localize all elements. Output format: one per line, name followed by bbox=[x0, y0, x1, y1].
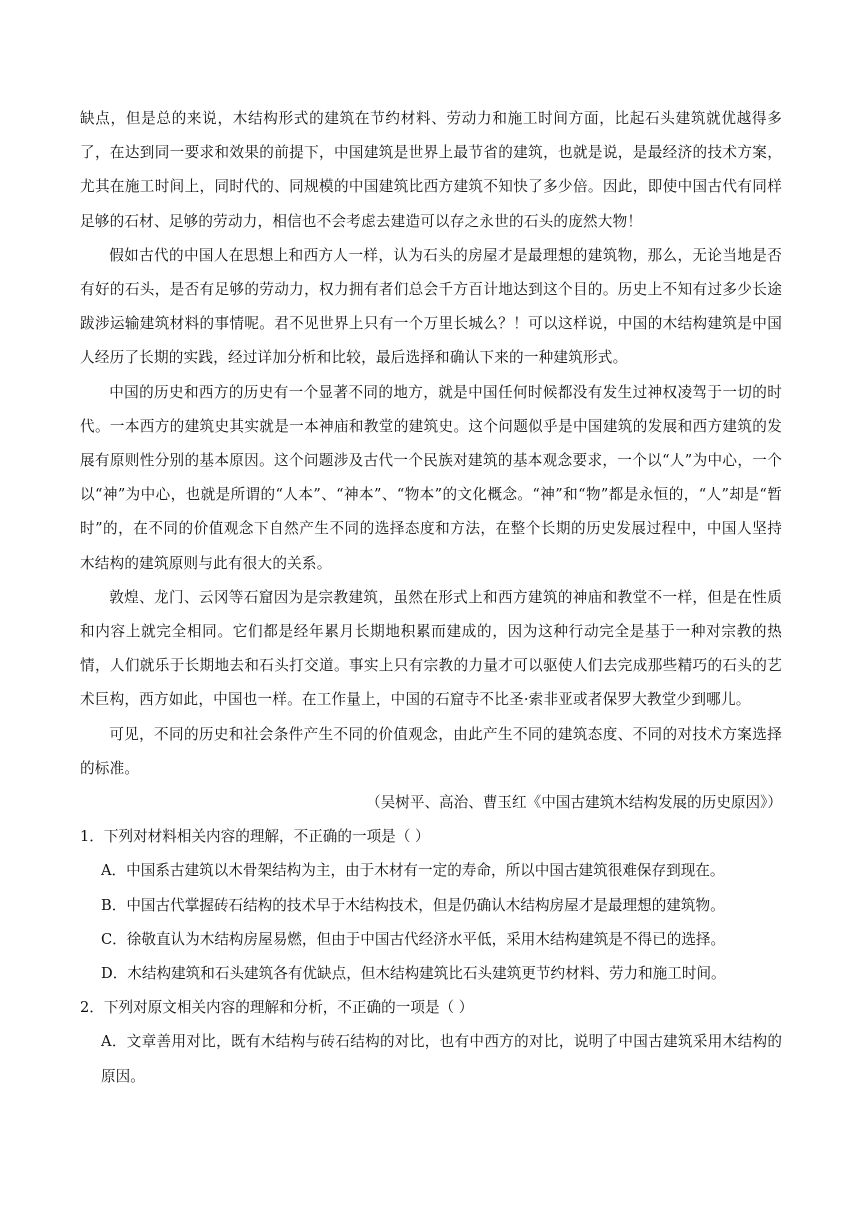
passage-paragraph-2: 假如古代的中国人在思想上和西方人一样，认为石头的房屋才是最理想的建筑物，那么，无论当地是否有好的石头，是否有足够的劳动力，权力拥有者们总会千方百计地达到这个目的。历史上不知有过多少长途跋涉运输建筑材料的事情呢。君不见世界上只有一个万里长城么？！可以这样说，中国的木结构建筑是中国人经历了长期的实践，经过详加分析和比较，最后选择和确认下来的一种建筑形式。 bbox=[80, 246, 782, 367]
question-1-stem: 1．下列对材料相关内容的理解，不正确的一项是（ ） bbox=[80, 828, 430, 846]
question-1-option-d: D．木结构建筑和石头建筑各有优缺点，但木结构建筑比石头建筑更节约材料、劳力和施工时间。 bbox=[101, 965, 726, 983]
question-1 bbox=[80, 820, 782, 991]
question-2-stem: 2．下列对原文相关内容的理解和分析，不正确的一项是（ ） bbox=[80, 999, 474, 1017]
document-page bbox=[80, 102, 782, 1094]
question-2 bbox=[80, 991, 782, 1094]
question-1-option-b: B．中国古代掌握砖石结构的技术早于木结构技术，但是仍确认木结构房屋才是最理想的建筑物。 bbox=[101, 896, 725, 914]
question-1-option-a: A．中国系古建筑以木骨架结构为主，由于木材有一定的寿命，所以中国古建筑很难保存到现在。 bbox=[101, 862, 725, 880]
passage-source: （吴树平、高治、曹玉红《中国古建筑木结构发展的历史原因》） bbox=[366, 794, 782, 812]
passage-paragraph-3: 中国的历史和西方的历史有一个显著不同的地方，就是中国任何时候都没有发生过神权凌驾于一切的时代。一本西方的建筑史其实就是一本神庙和教堂的建筑史。这个问题似乎是中国建筑的发展和西方建筑的发展有原则性分别的基本原因。这个问题涉及古代一个民族对建筑的基本观念要求，一个以“人”为中心，一个以“神”为中心，也就是所谓的“人本”、“神本”、“物本”的文化概念。“神”和“物”都是永恒的，“人”却是“暂时”的，在不同的价值观念下自然产生不同的选择态度和方法，在整个长期的历史发展过程中，中国人坚持木结构的建筑原则与此有很大的关系。 bbox=[80, 383, 782, 572]
passage-paragraph-5: 可见，不同的历史和社会条件产生不同的价值观念，由此产生不同的建筑态度、不同的对技术方案选择的标准。 bbox=[80, 725, 782, 777]
question-1-option-c: C．徐敬直认为木结构房屋易燃，但由于中国古代经济水平低，采用木结构建筑是不得已的选择。 bbox=[101, 930, 726, 948]
passage-paragraph-1: 缺点，但是总的来说，木结构形式的建筑在节约材料、劳动力和施工时间方面，比起石头建筑就优越得多了，在达到同一要求和效果的前提下，中国建筑是世界上最节省的建筑，也就是说，是最经济的技术方案，尤其在施工时间上，同时代的、同规模的中国建筑比西方建筑不知快了多少倍。因此，即使中国古代有同样足够的石材、足够的劳动力，相信也不会考虑去建造可以存之永世的石头的庞然大物！ bbox=[80, 110, 782, 230]
passage-paragraph-4: 敦煌、龙门、云冈等石窟因为是宗教建筑，虽然在形式上和西方建筑的神庙和教堂不一样，但是在性质和内容上就完全相同。它们都是经年累月长期地积累而建成的，因为这种行动完全是基于一种对宗教的热情，人们就乐于长期地去和石头打交道。事实上只有宗教的力量才可以驱使人们去完成那些精巧的石头的艺术巨构，西方如此，中国也一样。在工作量上，中国的石窟寺不比圣·索非亚或者保罗大教堂少到哪儿。 bbox=[80, 588, 782, 709]
question-2-option-a: A．文章善用对比，既有木结构与砖石结构的对比，也有中西方的对比，说明了中国古建筑采用木结构的原因。 bbox=[101, 1033, 782, 1085]
